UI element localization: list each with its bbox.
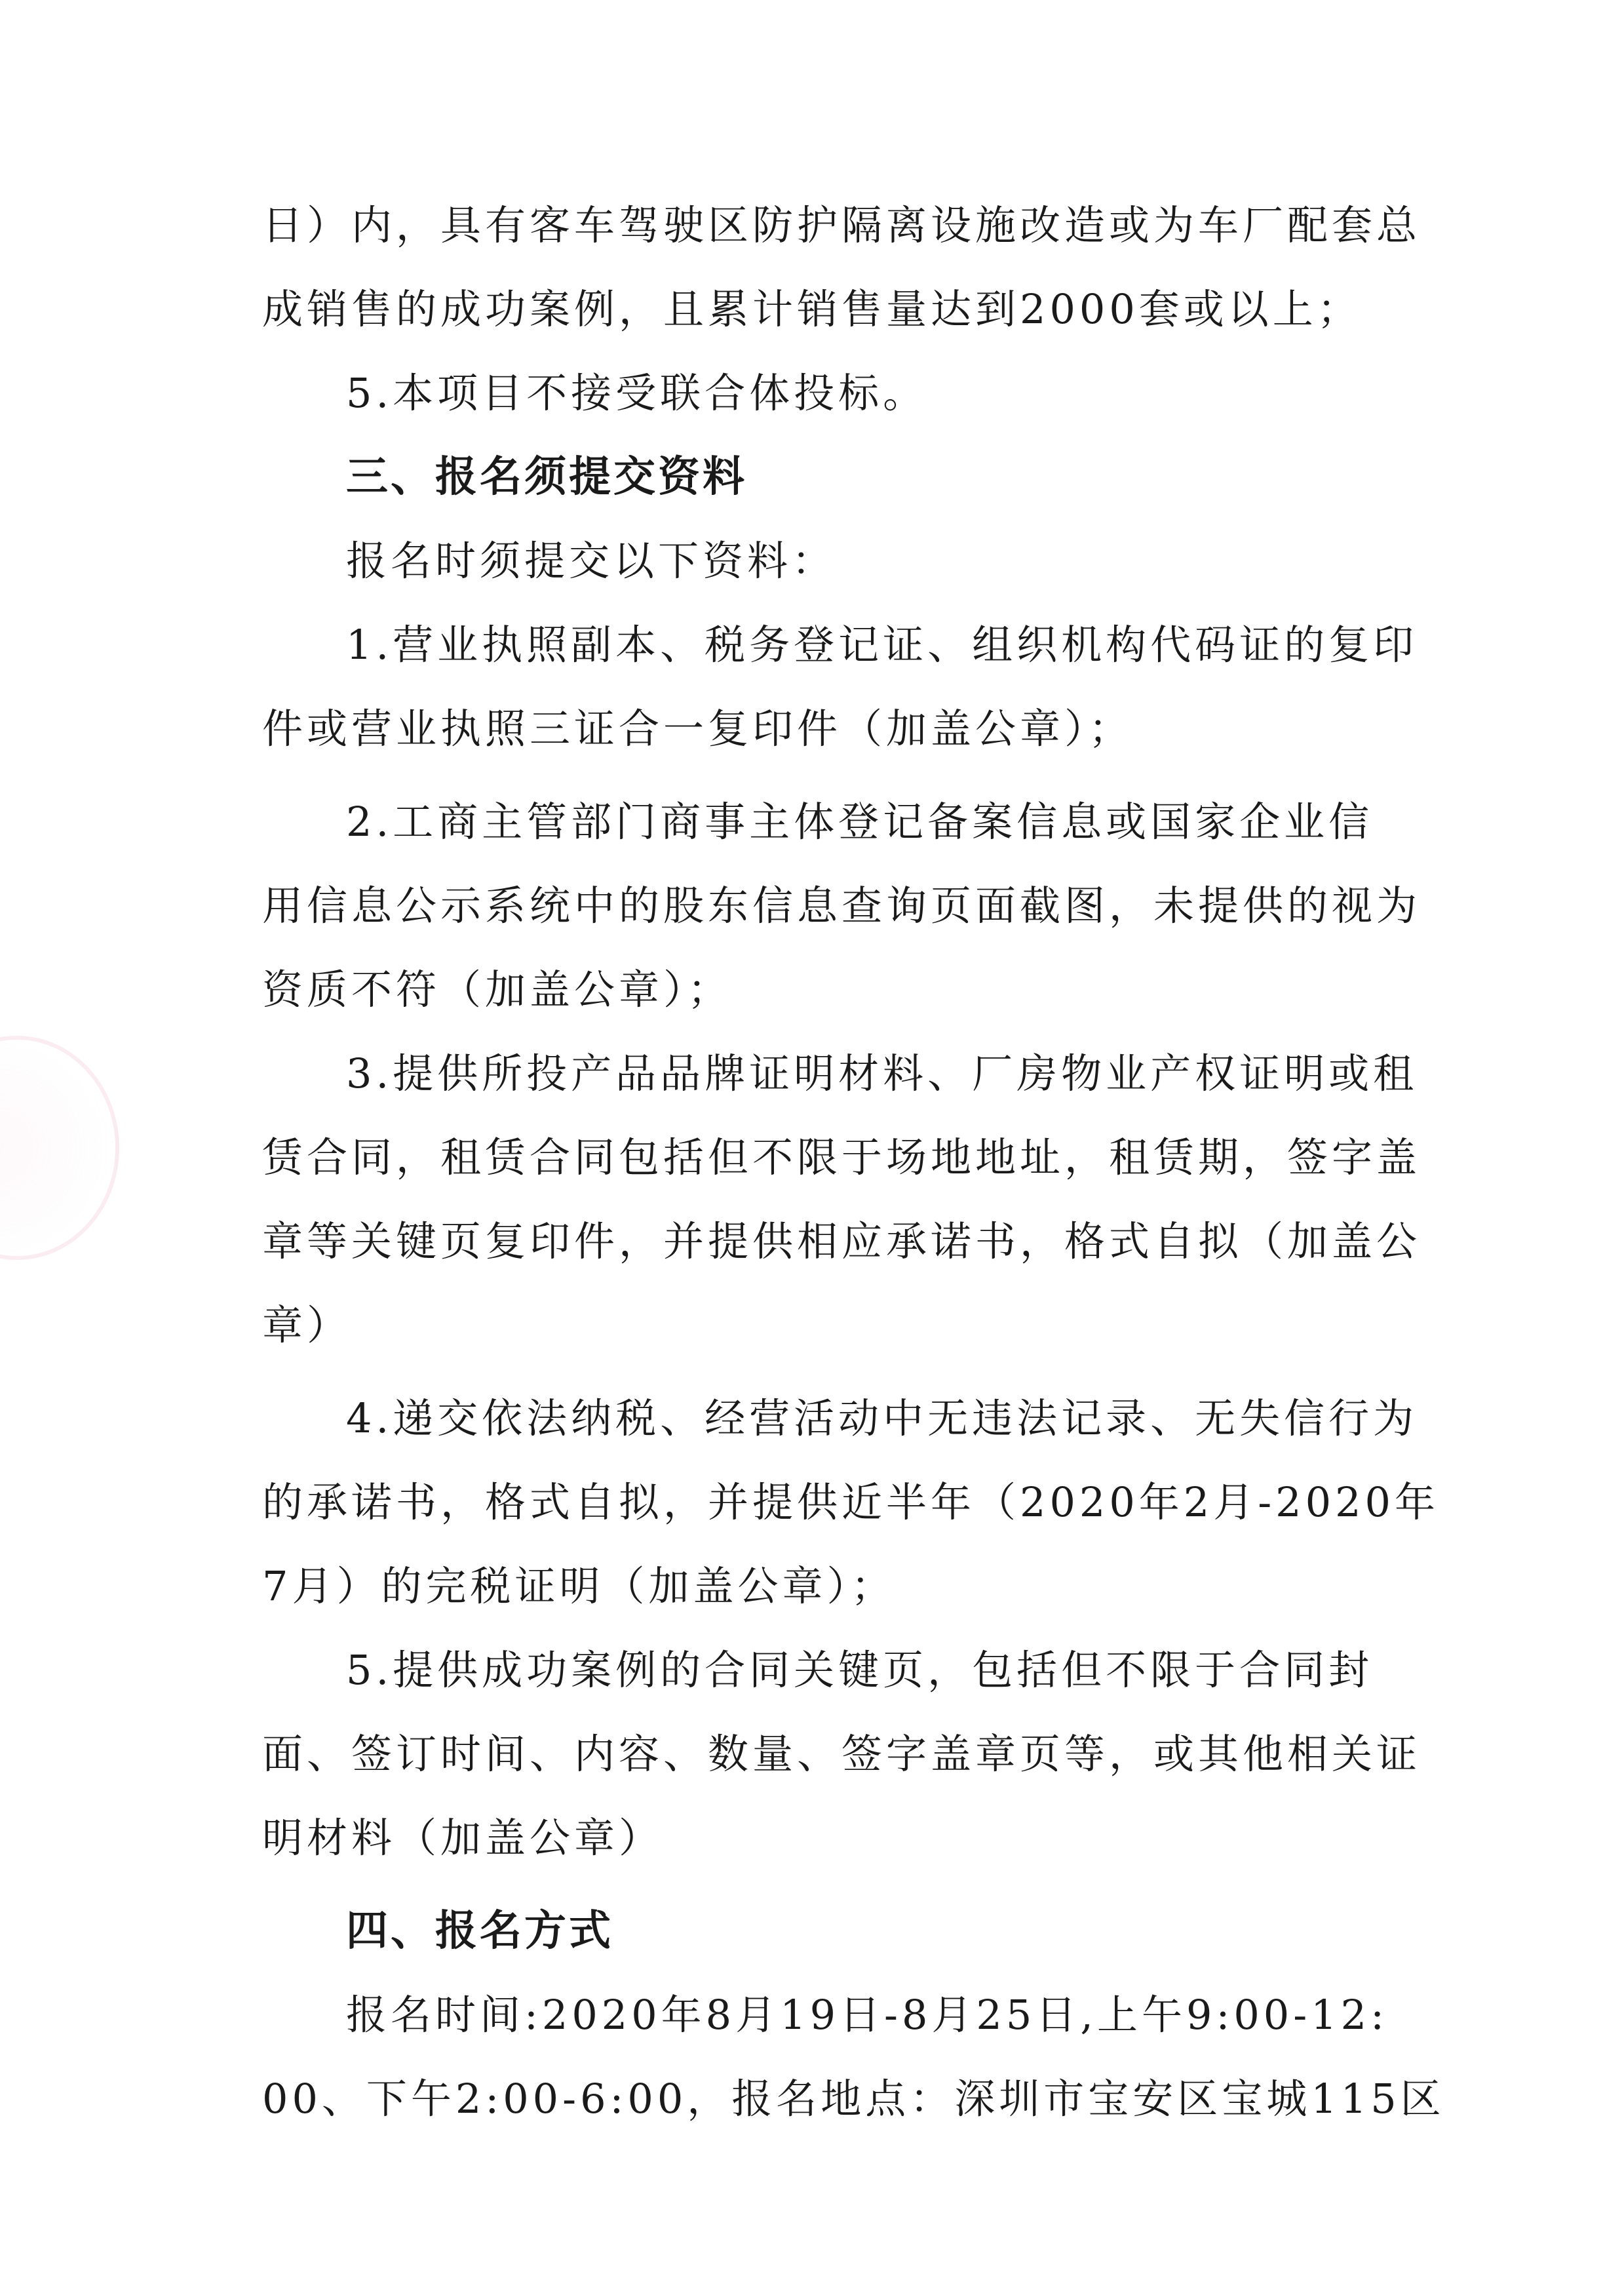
body-text-line: 面、签订时间、内容、数量、签字盖章页等，或其他相关证 xyxy=(262,1730,1421,1778)
list-item-5: 5.提供成功案例的合同关键页，包括但不限于合同封 xyxy=(346,1646,1374,1694)
body-text-line: 00、下午2:00-6:00，报名地点：深圳市宝安区宝城115区 xyxy=(262,2075,1445,2123)
body-text-line: 的承诺书，格式自拟，并提供近半年（2020年2月-2020年 xyxy=(262,1478,1439,1526)
body-text-line: 报名时须提交以下资料： xyxy=(346,537,837,585)
body-text-line: 件或营业执照三证合一复印件（加盖公章）； xyxy=(262,705,1134,753)
section-heading-3: 三、报名须提交资料 xyxy=(346,453,747,501)
section-heading-4: 四、报名方式 xyxy=(346,1907,613,1955)
list-item-4: 4.递交依法纳税、经营活动中无违法记录、无失信行为 xyxy=(346,1394,1418,1442)
body-text-line: 7月）的完税证明（加盖公章）； xyxy=(262,1562,896,1610)
body-text-line: 用信息公示系统中的股东信息查询页面截图，未提供的视为 xyxy=(262,882,1421,930)
body-text-line: 日）内，具有客车驾驶区防护隔离设施改造或为车厂配套总 xyxy=(262,201,1421,249)
body-text-line: 资质不符（加盖公章）； xyxy=(262,966,733,1013)
paragraph-gap xyxy=(262,1880,1389,1889)
paragraph-gap xyxy=(262,771,1389,780)
body-text-line: 成销售的成功案例，且累计销售量达到2000套或以上； xyxy=(262,285,1362,333)
list-item-3: 3.提供所投产品品牌证明材料、厂房物业产权证明或租 xyxy=(346,1049,1418,1097)
body-text-line: 章等关键页复印件，并提供相应承诺书，格式自拟（加盖公 xyxy=(262,1217,1421,1265)
body-text-line: 明材料（加盖公章） xyxy=(262,1814,664,1862)
paragraph-gap xyxy=(262,1367,1389,1377)
list-item-1: 1.营业执照副本、税务登记证、组织机构代码证的复印 xyxy=(346,621,1418,669)
body-text-line: 章） xyxy=(262,1301,352,1349)
seal-stamp-partial xyxy=(0,1036,119,1260)
body-text-line: 赁合同，租赁合同包括但不限于场地地址，租赁期，签字盖 xyxy=(262,1133,1421,1181)
document-body xyxy=(262,184,1445,2141)
body-text-line: 报名时间:2020年8月19日-8月25日,上午9:00-12: xyxy=(346,1991,1388,2039)
list-item-2: 2.工商主管部门商事主体登记备案信息或国家企业信 xyxy=(346,798,1374,846)
list-item-5: 5.本项目不接受联合体投标。 xyxy=(346,369,928,417)
